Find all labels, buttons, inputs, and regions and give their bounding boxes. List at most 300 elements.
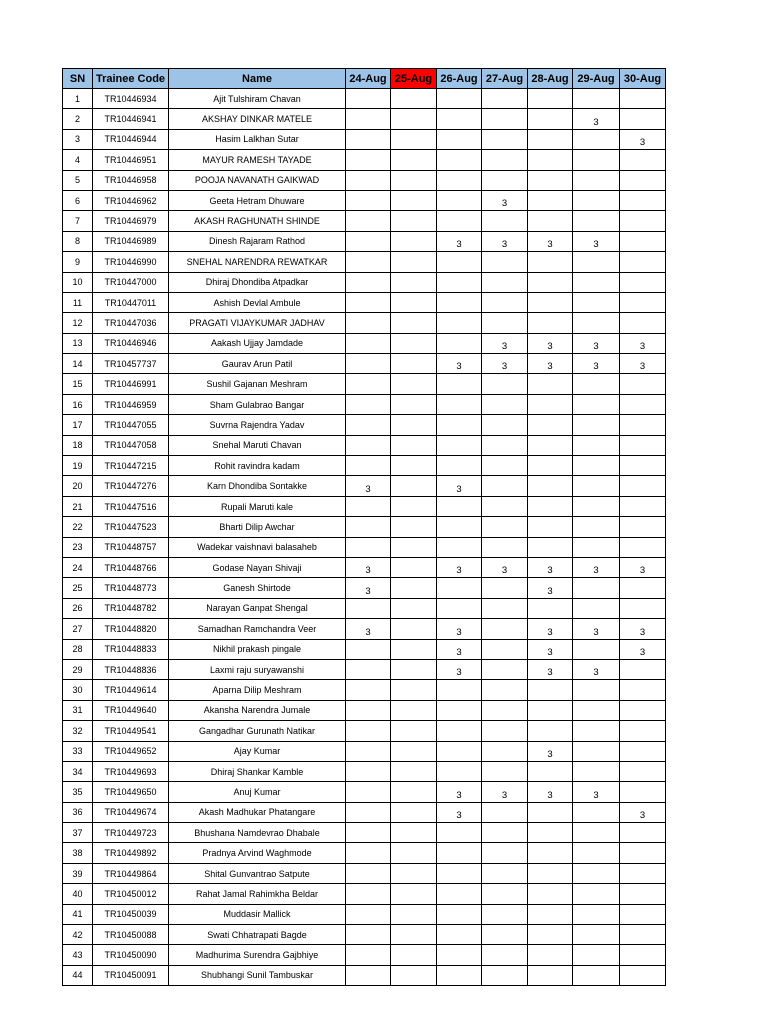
- table-row: [63, 272, 666, 292]
- attendance-cell: [620, 761, 666, 781]
- attendance-cell: [391, 741, 437, 761]
- attendance-cell: [620, 863, 666, 883]
- attendance-cell: [482, 843, 528, 863]
- attendance-cell: 3: [482, 557, 528, 577]
- attendance-cell: [482, 272, 528, 292]
- serial-number-cell: 19: [63, 456, 93, 476]
- trainee-name-cell: Hasim Lalkhan Sutar: [169, 129, 346, 149]
- attendance-cell: [573, 272, 620, 292]
- attendance-cell: [391, 211, 437, 231]
- attendance-cell: 3: [437, 231, 482, 251]
- attendance-cell: [482, 292, 528, 312]
- trainee-name-cell: Madhurima Surendra Gajbhiye: [169, 945, 346, 965]
- attendance-cell: [391, 721, 437, 741]
- serial-number-cell: 30: [63, 680, 93, 700]
- attendance-cell: [437, 925, 482, 945]
- attendance-cell: [573, 700, 620, 720]
- table-row: [63, 823, 666, 843]
- attendance-cell: [528, 374, 573, 394]
- trainee-code-cell: TR10448766: [93, 557, 169, 577]
- attendance-cell: [482, 537, 528, 557]
- attendance-cell: [437, 721, 482, 741]
- trainee-code-cell: TR10447516: [93, 496, 169, 516]
- trainee-name-cell: Swati Chhatrapati Bagde: [169, 925, 346, 945]
- attendance-cell: 3: [437, 802, 482, 822]
- attendance-cell: [528, 496, 573, 516]
- trainee-name-cell: AKSHAY DINKAR MATELE: [169, 109, 346, 129]
- table-body: [63, 89, 666, 986]
- trainee-name-cell: Pradnya Arvind Waghmode: [169, 843, 346, 863]
- attendance-cell: [482, 965, 528, 985]
- attendance-cell: [482, 129, 528, 149]
- attendance-table: [62, 68, 666, 986]
- attendance-cell: 3: [528, 231, 573, 251]
- attendance-cell: [528, 415, 573, 435]
- attendance-cell: [391, 435, 437, 455]
- attendance-cell: [437, 313, 482, 333]
- attendance-cell: [482, 639, 528, 659]
- attendance-cell: [437, 415, 482, 435]
- attendance-cell: [573, 129, 620, 149]
- attendance-cell: [391, 782, 437, 802]
- serial-number-cell: 9: [63, 252, 93, 272]
- attendance-cell: 3: [437, 557, 482, 577]
- attendance-cell: [391, 619, 437, 639]
- table-row: [63, 843, 666, 863]
- attendance-cell: [482, 150, 528, 170]
- attendance-cell: [620, 170, 666, 190]
- attendance-cell: [391, 925, 437, 945]
- attendance-cell: 3: [573, 782, 620, 802]
- attendance-cell: [528, 598, 573, 618]
- trainee-code-cell: TR10446990: [93, 252, 169, 272]
- attendance-cell: [528, 802, 573, 822]
- serial-number-cell: 38: [63, 843, 93, 863]
- table-row: [63, 761, 666, 781]
- table-row: [63, 945, 666, 965]
- attendance-cell: [482, 89, 528, 109]
- trainee-code-cell: TR10447011: [93, 292, 169, 312]
- attendance-cell: 3: [620, 333, 666, 353]
- attendance-cell: 3: [437, 782, 482, 802]
- attendance-cell: [573, 394, 620, 414]
- attendance-cell: [437, 863, 482, 883]
- serial-number-cell: 11: [63, 292, 93, 312]
- trainee-name-cell: Suvrna Rajendra Yadav: [169, 415, 346, 435]
- attendance-cell: [528, 109, 573, 129]
- table-row: [63, 415, 666, 435]
- serial-number-cell: 15: [63, 374, 93, 394]
- attendance-cell: [573, 537, 620, 557]
- trainee-code-cell: TR10446934: [93, 89, 169, 109]
- attendance-cell: 3: [528, 354, 573, 374]
- attendance-cell: [482, 863, 528, 883]
- table-row: [63, 456, 666, 476]
- trainee-name-cell: Wadekar vaishnavi balasaheb: [169, 537, 346, 557]
- attendance-cell: [482, 619, 528, 639]
- attendance-cell: [528, 680, 573, 700]
- attendance-cell: [528, 292, 573, 312]
- attendance-cell: [528, 456, 573, 476]
- trainee-code-cell: TR10446991: [93, 374, 169, 394]
- attendance-cell: 3: [528, 659, 573, 679]
- table-row: [63, 598, 666, 618]
- attendance-cell: [391, 965, 437, 985]
- attendance-cell: [482, 802, 528, 822]
- serial-number-cell: 39: [63, 863, 93, 883]
- attendance-cell: [528, 863, 573, 883]
- attendance-cell: [391, 109, 437, 129]
- column-header: 30-Aug: [620, 69, 666, 89]
- attendance-cell: 3: [573, 619, 620, 639]
- trainee-name-cell: Nikhil prakash pingale: [169, 639, 346, 659]
- attendance-cell: [391, 496, 437, 516]
- attendance-cell: [437, 517, 482, 537]
- attendance-cell: 3: [437, 619, 482, 639]
- trainee-code-cell: TR10447055: [93, 415, 169, 435]
- attendance-cell: 3: [437, 354, 482, 374]
- trainee-name-cell: Shital Gunvantrao Satpute: [169, 863, 346, 883]
- attendance-cell: [620, 700, 666, 720]
- attendance-cell: [346, 394, 391, 414]
- attendance-cell: [573, 292, 620, 312]
- attendance-cell: [346, 761, 391, 781]
- attendance-cell: [620, 272, 666, 292]
- attendance-cell: 3: [528, 557, 573, 577]
- trainee-code-cell: TR10447058: [93, 435, 169, 455]
- trainee-name-cell: Ajit Tulshiram Chavan: [169, 89, 346, 109]
- attendance-cell: [437, 333, 482, 353]
- attendance-cell: [391, 659, 437, 679]
- attendance-cell: 3: [346, 619, 391, 639]
- attendance-cell: [573, 435, 620, 455]
- attendance-cell: [437, 680, 482, 700]
- attendance-cell: [482, 680, 528, 700]
- trainee-name-cell: AKASH RAGHUNATH SHINDE: [169, 211, 346, 231]
- attendance-cell: [391, 476, 437, 496]
- trainee-name-cell: Dhiraj Shankar Kamble: [169, 761, 346, 781]
- table-row: [63, 802, 666, 822]
- trainee-code-cell: TR10450091: [93, 965, 169, 985]
- table-row: [63, 782, 666, 802]
- trainee-code-cell: TR10449640: [93, 700, 169, 720]
- attendance-cell: [528, 965, 573, 985]
- attendance-cell: [482, 659, 528, 679]
- attendance-cell: [482, 741, 528, 761]
- attendance-cell: [620, 537, 666, 557]
- attendance-cell: [346, 231, 391, 251]
- table-row: [63, 313, 666, 333]
- attendance-cell: [620, 456, 666, 476]
- trainee-code-cell: TR10448782: [93, 598, 169, 618]
- attendance-cell: [528, 884, 573, 904]
- table-row: [63, 435, 666, 455]
- attendance-cell: [528, 211, 573, 231]
- trainee-code-cell: TR10450012: [93, 884, 169, 904]
- table-row: [63, 170, 666, 190]
- attendance-cell: 3: [620, 354, 666, 374]
- table-row: [63, 374, 666, 394]
- attendance-cell: [620, 292, 666, 312]
- attendance-cell: [346, 129, 391, 149]
- attendance-cell: [528, 537, 573, 557]
- attendance-cell: [573, 843, 620, 863]
- serial-number-cell: 35: [63, 782, 93, 802]
- attendance-cell: 3: [620, 129, 666, 149]
- table-row: [63, 741, 666, 761]
- trainee-name-cell: Geeta Hetram Dhuware: [169, 190, 346, 210]
- attendance-cell: [346, 252, 391, 272]
- attendance-cell: [346, 823, 391, 843]
- attendance-cell: [391, 680, 437, 700]
- trainee-code-cell: TR10449650: [93, 782, 169, 802]
- trainee-name-cell: MAYUR RAMESH TAYADE: [169, 150, 346, 170]
- serial-number-cell: 40: [63, 884, 93, 904]
- serial-number-cell: 20: [63, 476, 93, 496]
- table-row: [63, 578, 666, 598]
- attendance-cell: [573, 680, 620, 700]
- serial-number-cell: 28: [63, 639, 93, 659]
- serial-number-cell: 37: [63, 823, 93, 843]
- attendance-cell: [437, 170, 482, 190]
- attendance-cell: [620, 374, 666, 394]
- attendance-cell: [437, 904, 482, 924]
- attendance-cell: [573, 496, 620, 516]
- attendance-cell: [391, 537, 437, 557]
- attendance-cell: [482, 435, 528, 455]
- attendance-cell: [528, 517, 573, 537]
- trainee-code-cell: TR10447276: [93, 476, 169, 496]
- attendance-cell: [528, 190, 573, 210]
- attendance-cell: [620, 659, 666, 679]
- serial-number-cell: 24: [63, 557, 93, 577]
- attendance-cell: [573, 190, 620, 210]
- trainee-name-cell: Rohit ravindra kadam: [169, 456, 346, 476]
- attendance-cell: [437, 456, 482, 476]
- trainee-code-cell: TR10446959: [93, 394, 169, 414]
- attendance-cell: [437, 496, 482, 516]
- attendance-cell: [528, 435, 573, 455]
- serial-number-cell: 12: [63, 313, 93, 333]
- attendance-cell: [437, 843, 482, 863]
- serial-number-cell: 26: [63, 598, 93, 618]
- attendance-cell: [391, 292, 437, 312]
- attendance-cell: [620, 945, 666, 965]
- attendance-cell: [437, 190, 482, 210]
- attendance-cell: 3: [482, 782, 528, 802]
- attendance-cell: [391, 252, 437, 272]
- serial-number-cell: 31: [63, 700, 93, 720]
- attendance-cell: [482, 252, 528, 272]
- trainee-name-cell: Bhushana Namdevrao Dhabale: [169, 823, 346, 843]
- table-row: [63, 884, 666, 904]
- attendance-cell: [346, 884, 391, 904]
- attendance-cell: [620, 741, 666, 761]
- attendance-cell: [391, 394, 437, 414]
- attendance-cell: [346, 150, 391, 170]
- attendance-cell: [620, 109, 666, 129]
- attendance-cell: [573, 170, 620, 190]
- table-row: [63, 231, 666, 251]
- attendance-cell: [573, 89, 620, 109]
- attendance-cell: [482, 721, 528, 741]
- attendance-cell: [437, 211, 482, 231]
- attendance-cell: [482, 415, 528, 435]
- attendance-cell: 3: [482, 333, 528, 353]
- trainee-name-cell: Akansha Narendra Jumale: [169, 700, 346, 720]
- column-header: 29-Aug: [573, 69, 620, 89]
- table-row: [63, 89, 666, 109]
- attendance-cell: [346, 700, 391, 720]
- trainee-code-cell: TR10449693: [93, 761, 169, 781]
- attendance-cell: [620, 904, 666, 924]
- trainee-name-cell: Dhiraj Dhondiba Atpadkar: [169, 272, 346, 292]
- attendance-cell: [437, 394, 482, 414]
- trainee-name-cell: Narayan Ganpat Shengal: [169, 598, 346, 618]
- table-row: [63, 354, 666, 374]
- trainee-code-cell: TR10448836: [93, 659, 169, 679]
- attendance-cell: [528, 272, 573, 292]
- trainee-code-cell: TR10449652: [93, 741, 169, 761]
- attendance-cell: 3: [573, 333, 620, 353]
- trainee-code-cell: TR10446951: [93, 150, 169, 170]
- attendance-cell: [437, 700, 482, 720]
- attendance-cell: [528, 843, 573, 863]
- attendance-cell: [391, 129, 437, 149]
- attendance-cell: [437, 292, 482, 312]
- trainee-name-cell: Samadhan Ramchandra Veer: [169, 619, 346, 639]
- attendance-cell: 3: [346, 476, 391, 496]
- serial-number-cell: 44: [63, 965, 93, 985]
- attendance-cell: [391, 517, 437, 537]
- attendance-cell: [482, 456, 528, 476]
- attendance-cell: 3: [528, 639, 573, 659]
- trainee-code-cell: TR10446941: [93, 109, 169, 129]
- attendance-cell: [620, 150, 666, 170]
- attendance-cell: [391, 354, 437, 374]
- attendance-cell: [573, 598, 620, 618]
- attendance-cell: [573, 802, 620, 822]
- attendance-cell: [620, 89, 666, 109]
- attendance-cell: [482, 374, 528, 394]
- serial-number-cell: 18: [63, 435, 93, 455]
- serial-number-cell: 29: [63, 659, 93, 679]
- column-header: 27-Aug: [482, 69, 528, 89]
- table-row: [63, 476, 666, 496]
- table-row: [63, 292, 666, 312]
- attendance-cell: [346, 965, 391, 985]
- attendance-cell: [437, 435, 482, 455]
- attendance-cell: [391, 557, 437, 577]
- trainee-name-cell: Snehal Maruti Chavan: [169, 435, 346, 455]
- attendance-cell: [620, 782, 666, 802]
- serial-number-cell: 2: [63, 109, 93, 129]
- trainee-name-cell: Sham Gulabrao Bangar: [169, 394, 346, 414]
- serial-number-cell: 33: [63, 741, 93, 761]
- attendance-cell: [573, 252, 620, 272]
- table-row: [63, 537, 666, 557]
- trainee-name-cell: Gangadhar Gurunath Natikar: [169, 721, 346, 741]
- attendance-cell: [482, 904, 528, 924]
- table-row: [63, 150, 666, 170]
- attendance-cell: [437, 578, 482, 598]
- trainee-name-cell: PRAGATI VIJAYKUMAR JADHAV: [169, 313, 346, 333]
- attendance-cell: 3: [573, 557, 620, 577]
- attendance-cell: [620, 843, 666, 863]
- attendance-cell: [391, 843, 437, 863]
- attendance-cell: 3: [620, 639, 666, 659]
- attendance-cell: [528, 170, 573, 190]
- attendance-cell: 3: [620, 619, 666, 639]
- attendance-cell: [346, 517, 391, 537]
- attendance-cell: [620, 496, 666, 516]
- attendance-cell: [573, 639, 620, 659]
- trainee-name-cell: Anuj Kumar: [169, 782, 346, 802]
- attendance-cell: [346, 537, 391, 557]
- attendance-cell: [391, 578, 437, 598]
- serial-number-cell: 36: [63, 802, 93, 822]
- attendance-cell: [620, 680, 666, 700]
- trainee-name-cell: Shubhangi Sunil Tambuskar: [169, 965, 346, 985]
- attendance-cell: [437, 272, 482, 292]
- attendance-cell: [573, 415, 620, 435]
- trainee-code-cell: TR10447000: [93, 272, 169, 292]
- column-header: Name: [169, 69, 346, 89]
- attendance-cell: [482, 211, 528, 231]
- trainee-name-cell: Muddasir Mallick: [169, 904, 346, 924]
- attendance-cell: 3: [437, 639, 482, 659]
- attendance-cell: 3: [482, 190, 528, 210]
- table-header: [63, 69, 666, 89]
- trainee-code-cell: TR10446989: [93, 231, 169, 251]
- attendance-cell: [528, 89, 573, 109]
- attendance-cell: [528, 150, 573, 170]
- trainee-code-cell: TR10446946: [93, 333, 169, 353]
- attendance-cell: [482, 884, 528, 904]
- attendance-cell: [620, 965, 666, 985]
- serial-number-cell: 43: [63, 945, 93, 965]
- attendance-cell: [482, 394, 528, 414]
- attendance-cell: [482, 170, 528, 190]
- serial-number-cell: 25: [63, 578, 93, 598]
- attendance-cell: [528, 394, 573, 414]
- attendance-cell: [573, 313, 620, 333]
- trainee-code-cell: TR10450039: [93, 904, 169, 924]
- attendance-cell: [346, 435, 391, 455]
- table-row: [63, 721, 666, 741]
- attendance-cell: [346, 598, 391, 618]
- attendance-cell: [482, 761, 528, 781]
- attendance-cell: [482, 109, 528, 129]
- attendance-cell: 3: [528, 619, 573, 639]
- attendance-cell: [528, 904, 573, 924]
- trainee-name-cell: SNEHAL NARENDRA REWATKAR: [169, 252, 346, 272]
- serial-number-cell: 8: [63, 231, 93, 251]
- table-row: [63, 863, 666, 883]
- attendance-cell: [528, 252, 573, 272]
- attendance-cell: [346, 313, 391, 333]
- attendance-cell: [346, 659, 391, 679]
- trainee-code-cell: TR10447036: [93, 313, 169, 333]
- attendance-cell: [437, 945, 482, 965]
- attendance-cell: [346, 741, 391, 761]
- trainee-name-cell: Rahat Jamal Rahimkha Beldar: [169, 884, 346, 904]
- attendance-cell: [482, 496, 528, 516]
- attendance-cell: [528, 129, 573, 149]
- attendance-cell: [620, 415, 666, 435]
- trainee-code-cell: TR10448757: [93, 537, 169, 557]
- attendance-cell: [482, 578, 528, 598]
